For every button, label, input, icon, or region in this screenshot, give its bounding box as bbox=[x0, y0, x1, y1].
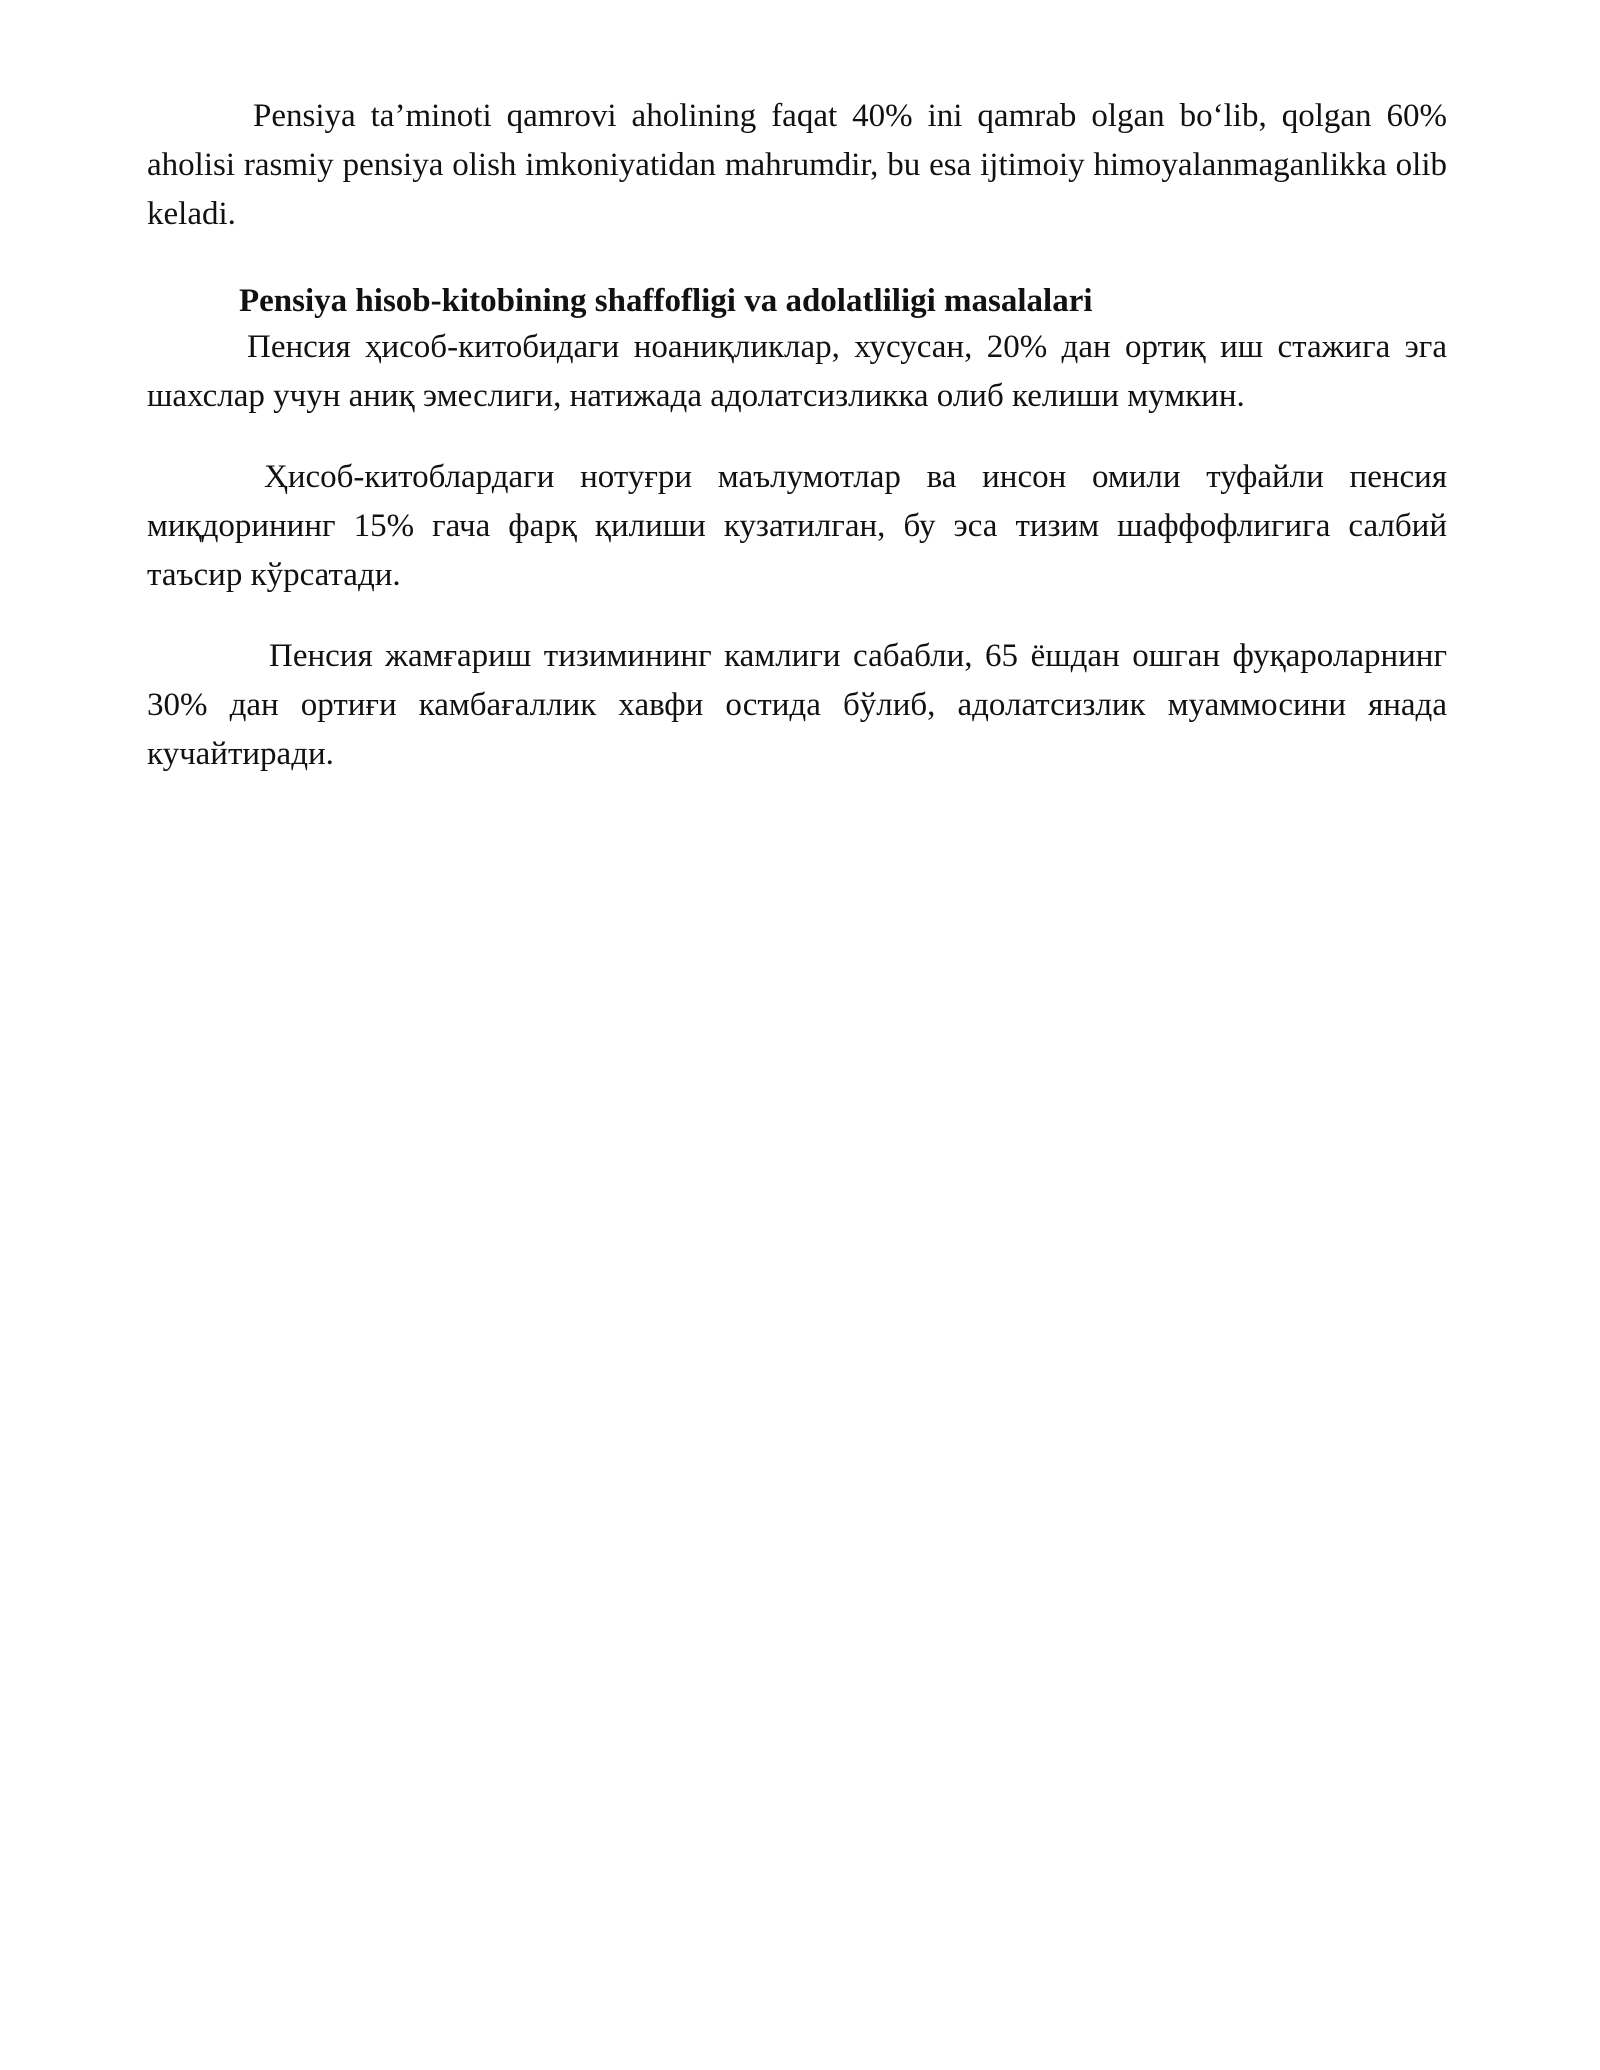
section-heading: Pensiya hisob-kitobining shaffofligi va adolatliligi masalalari bbox=[239, 283, 1093, 319]
paragraph-pension-savings: Пенсия жамғариш тизимининг камлиги сабабли, 65 ёшдан ошган фуқароларнинг 30% дан ортиғи камбағаллик хавфи остида бўлиб, адолатсизлик муаммосини янада кучайтиради. bbox=[147, 638, 1447, 772]
document-page bbox=[147, 92, 1447, 779]
paragraph-calculation-inaccuracies: Пенсия ҳисоб-китобидаги ноаниқликлар, хусусан, 20% дан ортиқ иш стажига эга шахслар учун аниқ эмеслиги, натижада адолатсизликка олиб келиши мумкин. bbox=[147, 329, 1447, 414]
paragraph-pension-coverage: Pensiya ta’minoti qamrovi aholining faqat 40% ini qamrab olgan bo‘lib, qolgan 60% aholisi rasmiy pensiya olish imkoniyatidan mahrumdir, bu esa ijtimoiy himoyalanmaganlikka olib keladi. bbox=[147, 98, 1447, 232]
paragraph-calculation-errors: Ҳисоб-китоблардаги нотуғри маълумотлар ва инсон омили туфайли пенсия миқдорининг 15% гача фарқ қилиши кузатилган, бу эса тизим шаффофлигига салбий таъсир кўрсатади. bbox=[147, 459, 1447, 593]
